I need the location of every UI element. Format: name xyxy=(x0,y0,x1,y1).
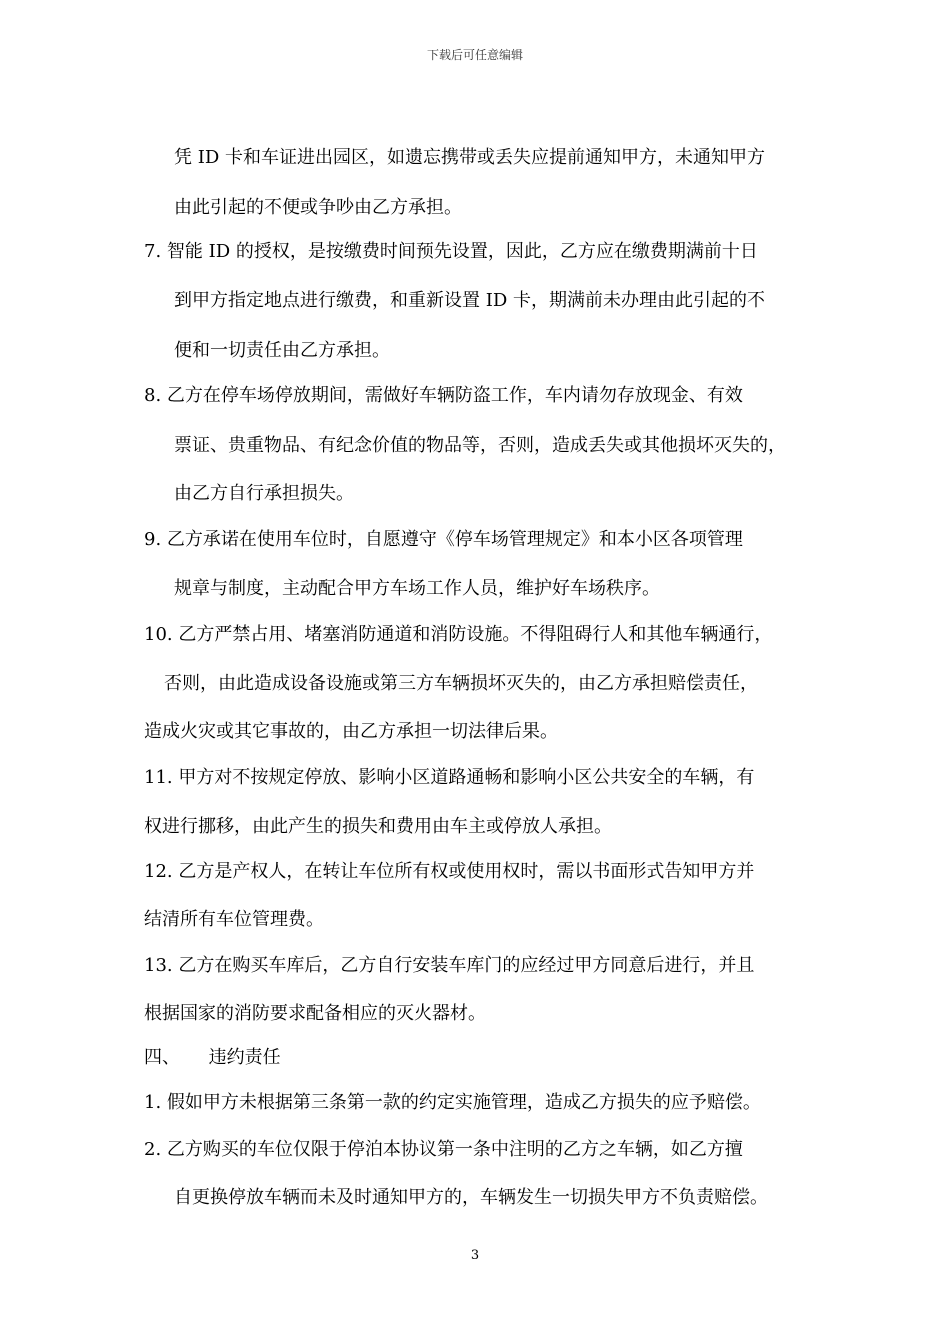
body-line-2: 由此引起的不便或争吵由乙方承担。 xyxy=(174,197,462,218)
page-header: 下载后可任意编辑 xyxy=(426,48,523,62)
body-line-16: 12. 乙方是产权人，在转让车位所有权或使用权时，需以书面形式告知甲方并 xyxy=(144,861,755,882)
body-line-1: 凭 ID 卡和车证进出园区，如遗忘携带或丢失应提前通知甲方，未通知甲方 xyxy=(174,147,765,168)
body-line-6: 8. 乙方在停车场停放期间，需做好车辆防盗工作，车内请勿存放现金、有效 xyxy=(144,385,743,406)
body-line-18: 13. 乙方在购买车库后，乙方自行安装车库门的应经过甲方同意后进行，并且 xyxy=(144,955,755,976)
body-line-7: 票证、贵重物品、有纪念价值的物品等，否则，造成丢失或其他损坏灭失的， xyxy=(174,435,786,456)
body-line-5: 便和一切责任由乙方承担。 xyxy=(174,340,390,361)
body-line-12: 否则，由此造成设备设施或第三方车辆损坏灭失的，由乙方承担赔偿责任， xyxy=(164,673,758,694)
body-line-15: 权进行挪移，由此产生的损失和费用由车主或停放人承担。 xyxy=(144,816,612,837)
page-number: 3 xyxy=(470,1248,480,1263)
body-line-4: 到甲方指定地点进行缴费，和重新设置 ID 卡，期满前未办理由此引起的不 xyxy=(174,290,765,311)
body-line-21: 1. 假如甲方未根据第三条第一款的约定实施管理，造成乙方损失的应予赔偿。 xyxy=(144,1092,761,1113)
body-line-14: 11. 甲方对不按规定停放、影响小区道路通畅和影响小区公共安全的车辆，有 xyxy=(144,767,755,788)
body-line-8: 由乙方自行承担损失。 xyxy=(174,483,354,504)
body-line-23: 自更换停放车辆而未及时通知甲方的，车辆发生一切损失甲方不负责赔偿。 xyxy=(174,1187,768,1208)
section-heading: 四、 违约责任 xyxy=(144,1047,281,1068)
body-line-19: 根据国家的消防要求配备相应的灭火器材。 xyxy=(144,1003,486,1024)
body-line-9: 9. 乙方承诺在使用车位时，自愿遵守《停车场管理规定》和本小区各项管理 xyxy=(144,529,743,550)
body-line-13: 造成火灾或其它事故的，由乙方承担一切法律后果。 xyxy=(144,721,558,742)
body-line-11: 10. 乙方严禁占用、堵塞消防通道和消防设施。不得阻碍行人和其他车辆通行， xyxy=(144,624,773,645)
body-line-22: 2. 乙方购买的车位仅限于停泊本协议第一条中注明的乙方之车辆，如乙方擅 xyxy=(144,1139,743,1160)
body-line-17: 结清所有车位管理费。 xyxy=(144,909,324,930)
body-line-3: 7. 智能 ID 的授权，是按缴费时间预先设置，因此，乙方应在缴费期满前十日 xyxy=(144,241,758,262)
body-line-10: 规章与制度，主动配合甲方车场工作人员，维护好车场秩序。 xyxy=(174,578,660,599)
